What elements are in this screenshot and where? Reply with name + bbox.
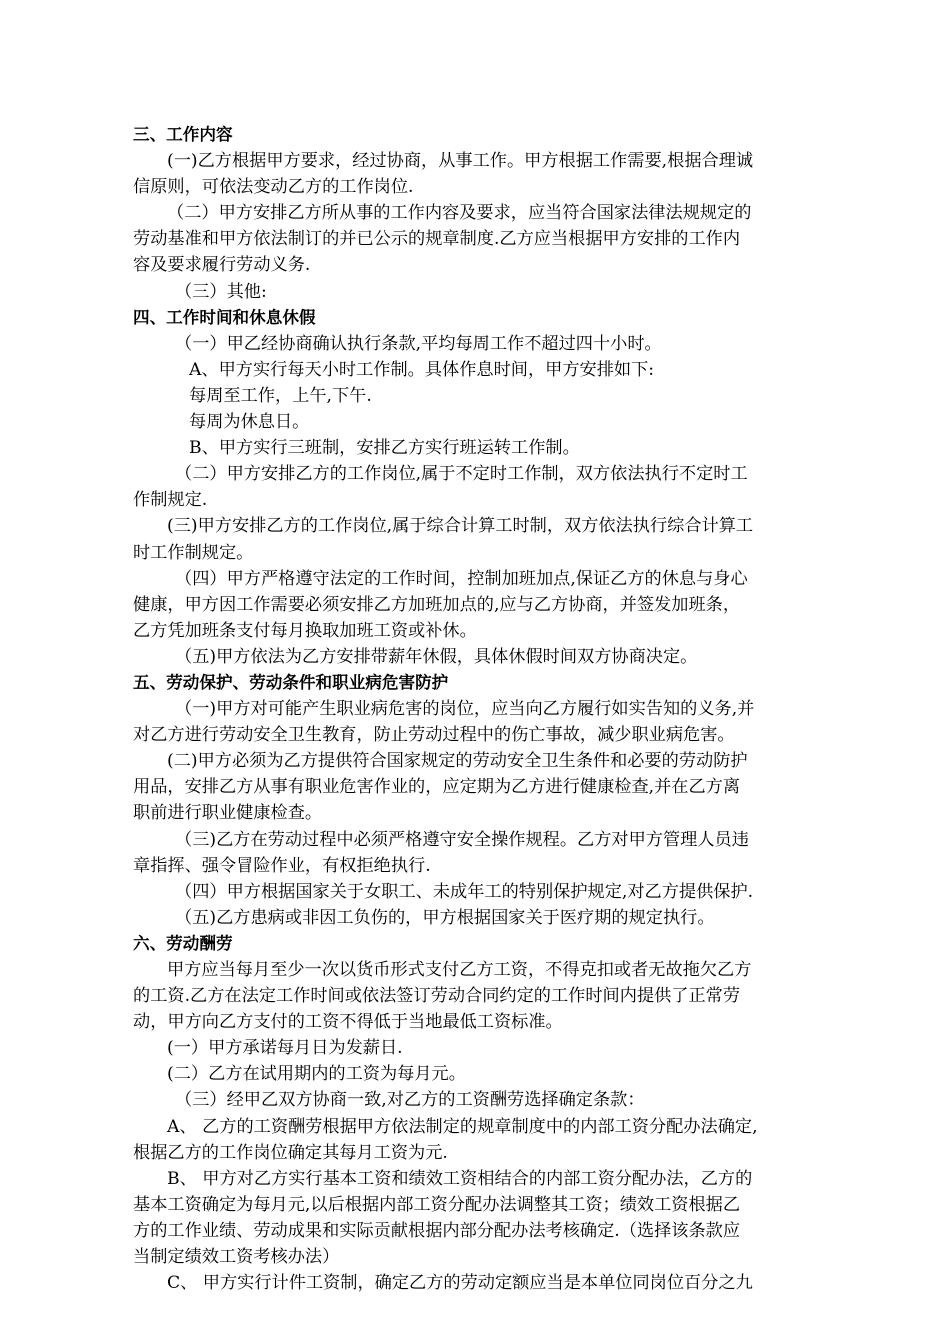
paragraph-line: 甲方应当每月至少一次以货币形式支付乙方工资，不得克扣或者无故拖欠乙方 [167, 960, 752, 980]
document-body [133, 122, 823, 1296]
paragraph-line: (二）乙方在试用期内的工资为每月元。 [167, 1064, 466, 1085]
paragraph-line: (一)乙方根据甲方要求，经过协商，从事工作。甲方根据工作需要,根据合理诚 [167, 151, 754, 172]
paragraph-line: 用品，安排乙方从事有职业危害作业的，应定期为乙方进行健康检查,并在乙方离 [133, 777, 741, 798]
paragraph-line: 职前进行职业健康检查。 [133, 803, 323, 824]
paragraph-line: 的工资.乙方在法定工作时间或依法签订劳动合同约定的工作时间内提供了正常劳 [133, 986, 741, 1007]
paragraph-line: （五)乙方患病或非因工负伤的，甲方根据国家关于医疗期的规定执行。 [175, 907, 715, 928]
paragraph-line: （一）甲乙经协商确认执行条款,平均每周工作不超过四十小时。 [175, 333, 662, 354]
paragraph-line: （四）甲方根据国家关于女职工、未成年工的特别保护规定,对乙方提供保护. [175, 881, 754, 902]
paragraph-line: 当制定绩效工资考核办法） [133, 1247, 340, 1268]
paragraph-line: 信原则，可依法变动乙方的工作岗位. [133, 177, 414, 198]
paragraph-line: 作制规定. [133, 490, 208, 511]
paragraph-line: 容及要求履行劳动义务. [133, 255, 311, 276]
paragraph-line: 每周为休息日。 [189, 412, 310, 433]
paragraph-line: （三)乙方在劳动过程中必须严格遵守安全操作规程。乙方对甲方管理人员违 [175, 829, 749, 850]
paragraph-line: （一)甲方对可能产生职业病危害的岗位，应当向乙方履行如实告知的义务,并 [175, 699, 755, 720]
paragraph-line: B、甲方实行三班制，安排乙方实行班运转工作制。 [189, 438, 580, 459]
paragraph-line: 健康，甲方因工作需要必须安排乙方加班加点的,应与乙方协商，并签发加班条， [133, 594, 741, 615]
paragraph-line: （二）甲方安排乙方所从事的工作内容及要求，应当符合国家法律法规规定的 [167, 203, 752, 224]
paragraph-line: 章指挥、强令冒险作业，有权拒绝执行. [133, 855, 431, 876]
paragraph-line: (一）甲方承诺每月日为发薪日. [167, 1038, 403, 1059]
paragraph-line: 基本工资确定为每月元,以后根据内部工资分配办法调整其工资；绩效工资根据乙 [133, 1194, 741, 1215]
paragraph-line: A、 乙方的工资酬劳根据甲方依法制定的规章制度中的内部工资分配办法确定, [167, 1116, 758, 1137]
section-heading-6: 六、劳动酬劳 [133, 933, 233, 953]
paragraph-line: 方的工作业绩、劳动成果和实际贡献根据内部分配办法考核确定.（选择该条款应 [133, 1220, 741, 1241]
section-heading-3: 三、工作内容 [133, 125, 233, 144]
paragraph-line: （四）甲方严格遵守法定的工作时间，控制加班加点,保证乙方的休息与身心 [175, 568, 748, 589]
paragraph-line: （二）甲方安排乙方的工作岗位,属于不定时工作制，双方依法执行不定时工 [175, 464, 748, 485]
paragraph-line: A、甲方实行每天小时工作制。具体作息时间，甲方安排如下: [189, 359, 655, 380]
paragraph-line: 根据乙方的工作岗位确定其每月工资为元. [133, 1142, 448, 1163]
paragraph-line: （三）经甲乙双方协商一致,对乙方的工资酬劳选择确定条款： [175, 1090, 645, 1111]
paragraph-line: 劳动基准和甲方依法制订的并已公示的规章制度.乙方应当根据甲方安排的工作内 [133, 229, 741, 250]
paragraph-line: 动，甲方向乙方支付的工资不得低于当地最低工资标准。 [133, 1012, 563, 1033]
paragraph-line: 每周至工作，上午,下午. [189, 385, 372, 406]
paragraph-line: （三）其他: [175, 281, 267, 302]
paragraph-line: (三)甲方安排乙方的工作岗位,属于综合计算工时制，双方依法执行综合计算工 [167, 516, 754, 537]
section-heading-5: 五、劳动保护、劳动条件和职业病危害防护 [133, 672, 449, 692]
paragraph-line: B、 甲方对乙方实行基本工资和绩效工资相结合的内部工资分配办法，乙方的 [167, 1168, 753, 1189]
paragraph-line: 乙方凭加班条支付每月换取加班工资或补休。 [133, 620, 477, 641]
section-heading-4: 四、工作时间和休息休假 [133, 307, 316, 327]
paragraph-line: (二)甲方必须为乙方提供符合国家规定的劳动安全卫生条件和必要的劳动防护 [167, 751, 748, 772]
paragraph-line: 时工作制规定。 [133, 542, 254, 563]
paragraph-line: 对乙方进行劳动安全卫生教育，防止劳动过程中的伤亡事故，减少职业病危害。 [133, 725, 735, 746]
paragraph-line: C、 甲方实行计件工资制，确定乙方的劳动定额应当是本单位同岗位百分之九 [167, 1273, 753, 1294]
paragraph-line: （五)甲方依法为乙方安排带薪年休假，具体休假时间双方协商决定。 [175, 646, 698, 667]
